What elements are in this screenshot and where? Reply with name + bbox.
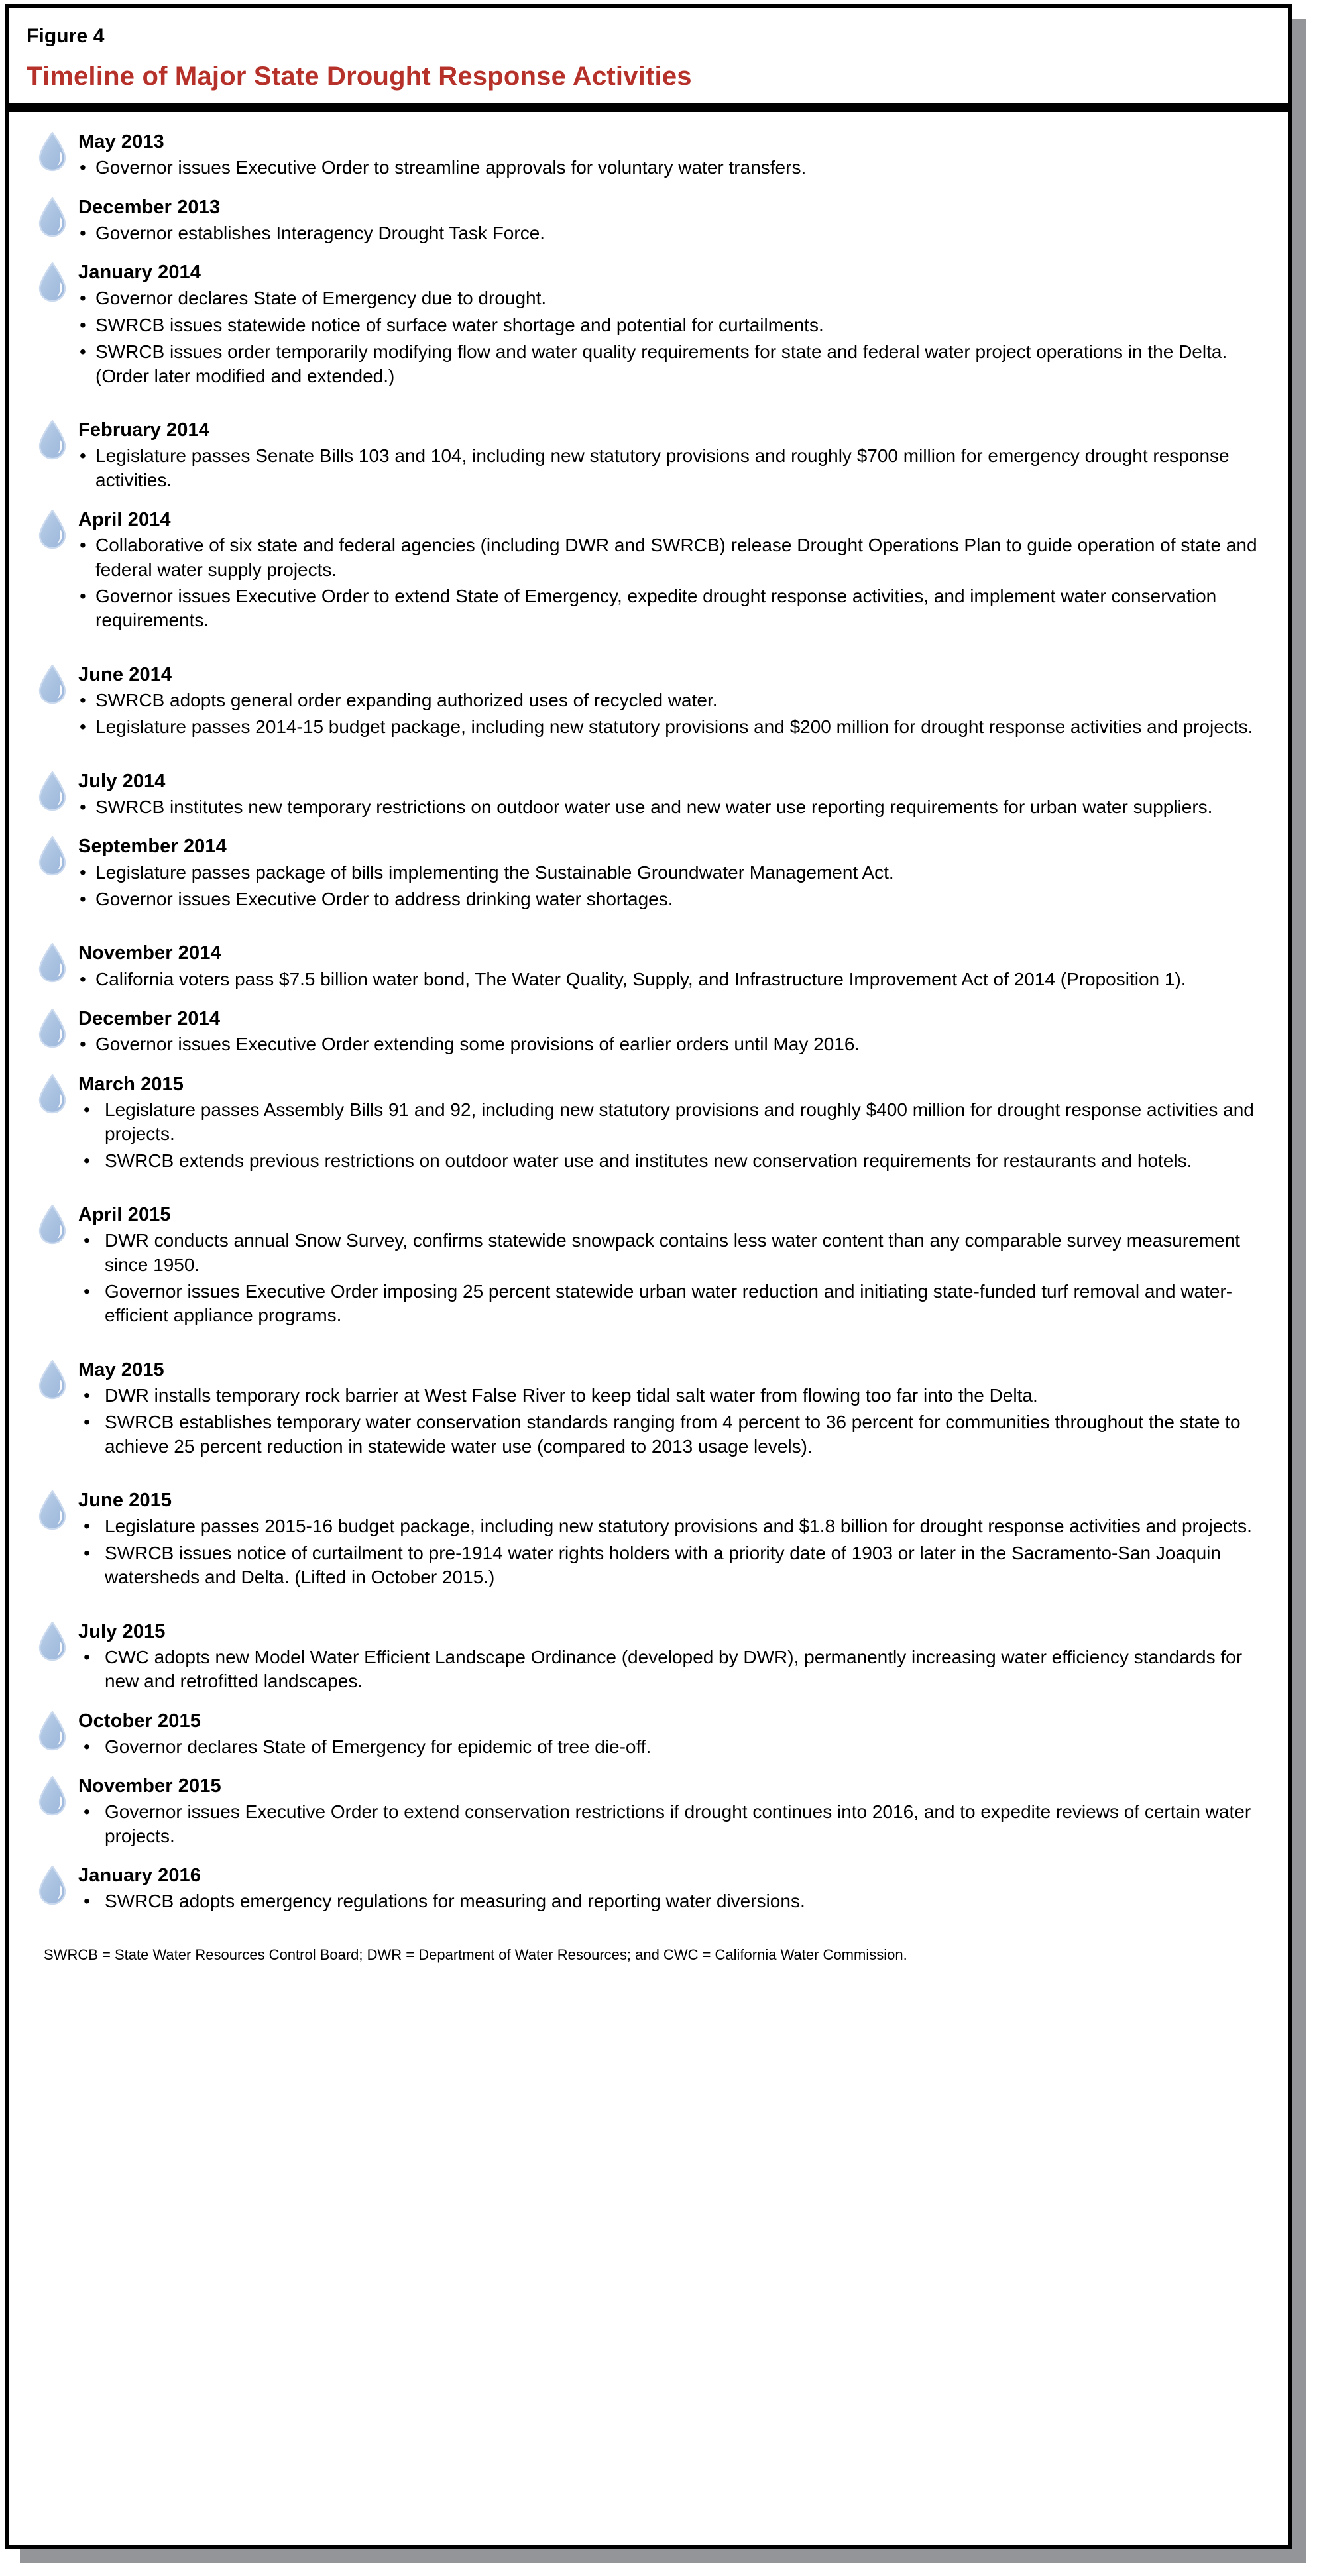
timeline-entry-date: February 2014 <box>78 420 209 441</box>
timeline-entry-bullets <box>78 968 1265 991</box>
footnote-area <box>27 1929 1265 1965</box>
timeline-entry-bullets <box>78 286 1265 388</box>
timeline-marker-cell <box>27 195 78 237</box>
timeline-bullet-item: • SWRCB issues notice of curtailment to pre-1914 water rights holders with a priority date of 1903 or later in the Sacramento-San Joaquin watersheds and Delta. (Lifted in October 2015.) <box>78 1541 1265 1590</box>
timeline-entry-content <box>78 1357 1265 1460</box>
timeline-bullet-item: • DWR installs temporary rock barrier at West False River to keep tidal salt water from flowing too far into the Delta. <box>78 1384 1265 1408</box>
timeline-bullet-item: • Governor issues Executive Order imposing 25 percent statewide urban water reduction and initiating state-funded turf removal and water-efficient appliance programs. <box>78 1280 1265 1328</box>
timeline-bullet-item: • SWRCB institutes new temporary restrictions on outdoor water use and new water use reporting requirements for urban water suppliers. <box>78 795 1265 819</box>
timeline-marker-cell <box>27 1357 78 1400</box>
timeline-entry-content <box>78 834 1265 913</box>
timeline-entry-bullets <box>78 1646 1265 1694</box>
timeline-entry-content <box>78 1708 1265 1761</box>
timeline-entry-date: April 2015 <box>78 1204 171 1225</box>
timeline-entry-content <box>78 1072 1265 1174</box>
timeline-marker-cell <box>27 1708 78 1751</box>
timeline-entry <box>27 1357 1265 1460</box>
timeline-marker-cell <box>27 834 78 876</box>
timeline-bullet-item: • SWRCB adopts emergency regulations for measuring and reporting water diversions. <box>78 1889 1265 1913</box>
figure-title: Timeline of Major State Drought Response Activities <box>27 62 692 91</box>
water-droplet-icon <box>37 420 68 460</box>
timeline-entry-bullets <box>78 795 1265 819</box>
timeline-entry-date: June 2014 <box>78 663 172 685</box>
timeline-entry <box>27 1619 1265 1695</box>
water-droplet-icon <box>37 1711 68 1751</box>
timeline-bullet-item: • Legislature passes 2014-15 budget package, including new statutory provisions and $200 million for drought response activities and projects. <box>78 715 1265 739</box>
timeline-entry-bullets <box>78 1098 1265 1173</box>
figure-label: Figure 4 <box>27 25 105 47</box>
water-droplet-icon <box>37 771 68 811</box>
timeline-marker-cell <box>27 1773 78 1816</box>
water-droplet-icon <box>37 943 68 983</box>
timeline-entry <box>27 129 1265 182</box>
timeline-entry-content <box>78 260 1265 390</box>
timeline-bullet-item: • Governor issues Executive Order to extend conservation restrictions if drought continues into 2016, and to expedite reviews of certain water projects. <box>78 1800 1265 1848</box>
timeline-marker-cell <box>27 507 78 549</box>
timeline-bullet-item: • Governor declares State of Emergency due to drought. <box>78 286 1265 310</box>
timeline-marker-cell <box>27 769 78 811</box>
figure-header <box>9 8 1288 103</box>
water-droplet-icon <box>37 836 68 876</box>
timeline-bullet-item: • SWRCB extends previous restrictions on outdoor water use and institutes new conservation requirements for restaurants and hotels. <box>78 1149 1265 1173</box>
timeline-entry <box>27 1863 1265 1915</box>
timeline-entry-date: December 2013 <box>78 196 221 218</box>
water-droplet-icon <box>37 510 68 549</box>
timeline-entry <box>27 1006 1265 1058</box>
timeline-entry <box>27 507 1265 634</box>
timeline-bullet-item: • SWRCB establishes temporary water conservation standards ranging from 4 percent to 36 percent for communities throughout the state to achieve 25 percent reduction in statewide water use (compared to 2013 usage levels). <box>78 1410 1265 1459</box>
timeline-entry-content <box>78 1863 1265 1915</box>
timeline-entry-date: January 2016 <box>78 1865 201 1887</box>
timeline-entry-list <box>27 129 1265 1915</box>
timeline-entry-date: October 2015 <box>78 1710 201 1732</box>
timeline-entry-content <box>78 769 1265 821</box>
timeline-entry-bullets <box>78 1384 1265 1459</box>
timeline-entry <box>27 1488 1265 1591</box>
timeline-marker-cell <box>27 1619 78 1661</box>
timeline-entry-content <box>78 507 1265 634</box>
timeline-entry-date: December 2014 <box>78 1008 221 1029</box>
timeline-marker-cell <box>27 940 78 983</box>
timeline-bullet-item: • DWR conducts annual Snow Survey, confirms statewide snowpack contains less water content than any comparable survey measurement since 1950. <box>78 1229 1265 1277</box>
timeline-entry-date: September 2014 <box>78 836 227 858</box>
timeline-bullet-item: • Governor issues Executive Order extending some provisions of earlier orders until May 2016. <box>78 1033 1265 1056</box>
timeline-entry <box>27 418 1265 494</box>
timeline-entry-bullets <box>78 1735 1265 1759</box>
water-droplet-icon <box>37 1360 68 1400</box>
timeline-marker-cell <box>27 1863 78 1905</box>
timeline-marker-cell <box>27 1072 78 1114</box>
timeline-marker-cell <box>27 418 78 460</box>
timeline-entry-date: March 2015 <box>78 1073 184 1095</box>
timeline-entry <box>27 260 1265 390</box>
timeline-bullet-item: • SWRCB issues statewide notice of surface water shortage and potential for curtailments. <box>78 313 1265 337</box>
timeline-marker-cell <box>27 1202 78 1245</box>
timeline-bullet-item: • California voters pass $7.5 billion water bond, The Water Quality, Supply, and Infrastructure Improvement Act of 2014 (Proposition 1). <box>78 968 1265 991</box>
water-droplet-icon <box>37 262 68 302</box>
timeline-marker-cell <box>27 129 78 172</box>
timeline-entry-date: January 2014 <box>78 262 201 284</box>
timeline-entry-date: November 2014 <box>78 942 221 964</box>
timeline-marker-cell <box>27 1006 78 1048</box>
timeline-entry-bullets <box>78 861 1265 912</box>
timeline-entry-date: April 2014 <box>78 509 171 530</box>
timeline-entry-content <box>78 1773 1265 1850</box>
timeline-entry-content <box>78 129 1265 182</box>
timeline-entry <box>27 1773 1265 1850</box>
timeline-entry-bullets <box>78 1514 1265 1589</box>
header-divider-rule <box>9 103 1288 112</box>
timeline-bullet-item: • SWRCB issues order temporarily modifying flow and water quality requirements for state and federal water project operations in the Delta. (Order later modified and extended.) <box>78 340 1265 388</box>
timeline-bullet-item: • Governor declares State of Emergency for epidemic of tree die-off. <box>78 1735 1265 1759</box>
water-droplet-icon <box>37 1490 68 1530</box>
timeline-entry-bullets <box>78 1033 1265 1056</box>
timeline-entry-content <box>78 1006 1265 1058</box>
water-droplet-icon <box>37 1074 68 1114</box>
timeline-entry-bullets <box>78 1229 1265 1328</box>
timeline-bullet-item: • Collaborative of six state and federal agencies (including DWR and SWRCB) release Drought Operations Plan to guide operation of state and federal water supply projects. <box>78 533 1265 582</box>
water-droplet-icon <box>37 197 68 237</box>
timeline-entry <box>27 1202 1265 1329</box>
timeline-bullet-item: • SWRCB adopts general order expanding authorized uses of recycled water. <box>78 689 1265 712</box>
water-droplet-icon <box>37 1009 68 1048</box>
timeline-bullet-item: • Governor issues Executive Order to streamline approvals for voluntary water transfers. <box>78 156 1265 180</box>
timeline-entry-content <box>78 940 1265 993</box>
timeline-entry-date: May 2015 <box>78 1359 164 1380</box>
timeline-entry-content <box>78 1488 1265 1591</box>
timeline-entry-bullets <box>78 1889 1265 1913</box>
timeline-marker-cell <box>27 662 78 704</box>
water-droplet-icon <box>37 1622 68 1661</box>
timeline-bullet-item: • Legislature passes Senate Bills 103 and 104, including new statutory provisions and roughly $700 million for emergency drought response activities. <box>78 444 1265 492</box>
timeline-bullet-item: • Governor issues Executive Order to address drinking water shortages. <box>78 887 1265 911</box>
timeline-marker-cell <box>27 260 78 302</box>
timeline-bullet-item: • Governor issues Executive Order to extend State of Emergency, expedite drought response activities, and implement water conservation requirements. <box>78 585 1265 633</box>
timeline-entry-date: July 2015 <box>78 1620 166 1642</box>
timeline-entry-date: July 2014 <box>78 770 166 792</box>
timeline-entry <box>27 834 1265 913</box>
water-droplet-icon <box>37 665 68 704</box>
timeline-bullet-item: • Governor establishes Interagency Drought Task Force. <box>78 221 1265 245</box>
timeline-bullet-item: • Legislature passes Assembly Bills 91 and 92, including new statutory provisions and roughly $400 million for drought response activities and projects. <box>78 1098 1265 1147</box>
timeline-bullet-item: • Legislature passes 2015-16 budget package, including new statutory provisions and $1.8 billion for drought response activities and projects. <box>78 1514 1265 1538</box>
timeline-body <box>9 112 1288 2545</box>
timeline-bullet-item: • CWC adopts new Model Water Efficient Landscape Ordinance (developed by DWR), permanently increasing water efficiency standards for new and retrofitted landscapes. <box>78 1646 1265 1694</box>
timeline-entry <box>27 1072 1265 1174</box>
water-droplet-icon <box>37 1205 68 1245</box>
water-droplet-icon <box>37 1776 68 1816</box>
water-droplet-icon <box>37 1866 68 1905</box>
timeline-entry-date: May 2013 <box>78 131 164 152</box>
timeline-marker-cell <box>27 1488 78 1530</box>
timeline-entry <box>27 940 1265 993</box>
timeline-entry-date: November 2015 <box>78 1775 221 1797</box>
timeline-entry-bullets <box>78 1800 1265 1848</box>
timeline-entry-bullets <box>78 444 1265 492</box>
timeline-entry-bullets <box>78 221 1265 245</box>
timeline-entry-content <box>78 1619 1265 1695</box>
timeline-entry <box>27 1708 1265 1761</box>
timeline-entry-content <box>78 418 1265 494</box>
timeline-entry-content <box>78 1202 1265 1329</box>
timeline-entry-date: June 2015 <box>78 1490 172 1512</box>
timeline-entry <box>27 195 1265 247</box>
timeline-entry <box>27 662 1265 741</box>
timeline-bullet-item: • Legislature passes package of bills implementing the Sustainable Groundwater Management Act. <box>78 861 1265 885</box>
acronym-footnote: SWRCB = State Water Resources Control Board; DWR = Department of Water Resources; and CWC = California Water Commission. <box>44 1946 907 1963</box>
timeline-entry-content <box>78 662 1265 741</box>
figure-card <box>5 4 1292 2549</box>
timeline-entry-bullets <box>78 533 1265 633</box>
timeline-entry-content <box>78 195 1265 247</box>
timeline-entry <box>27 769 1265 821</box>
water-droplet-icon <box>37 132 68 172</box>
timeline-entry-bullets <box>78 689 1265 740</box>
timeline-entry-bullets <box>78 156 1265 180</box>
